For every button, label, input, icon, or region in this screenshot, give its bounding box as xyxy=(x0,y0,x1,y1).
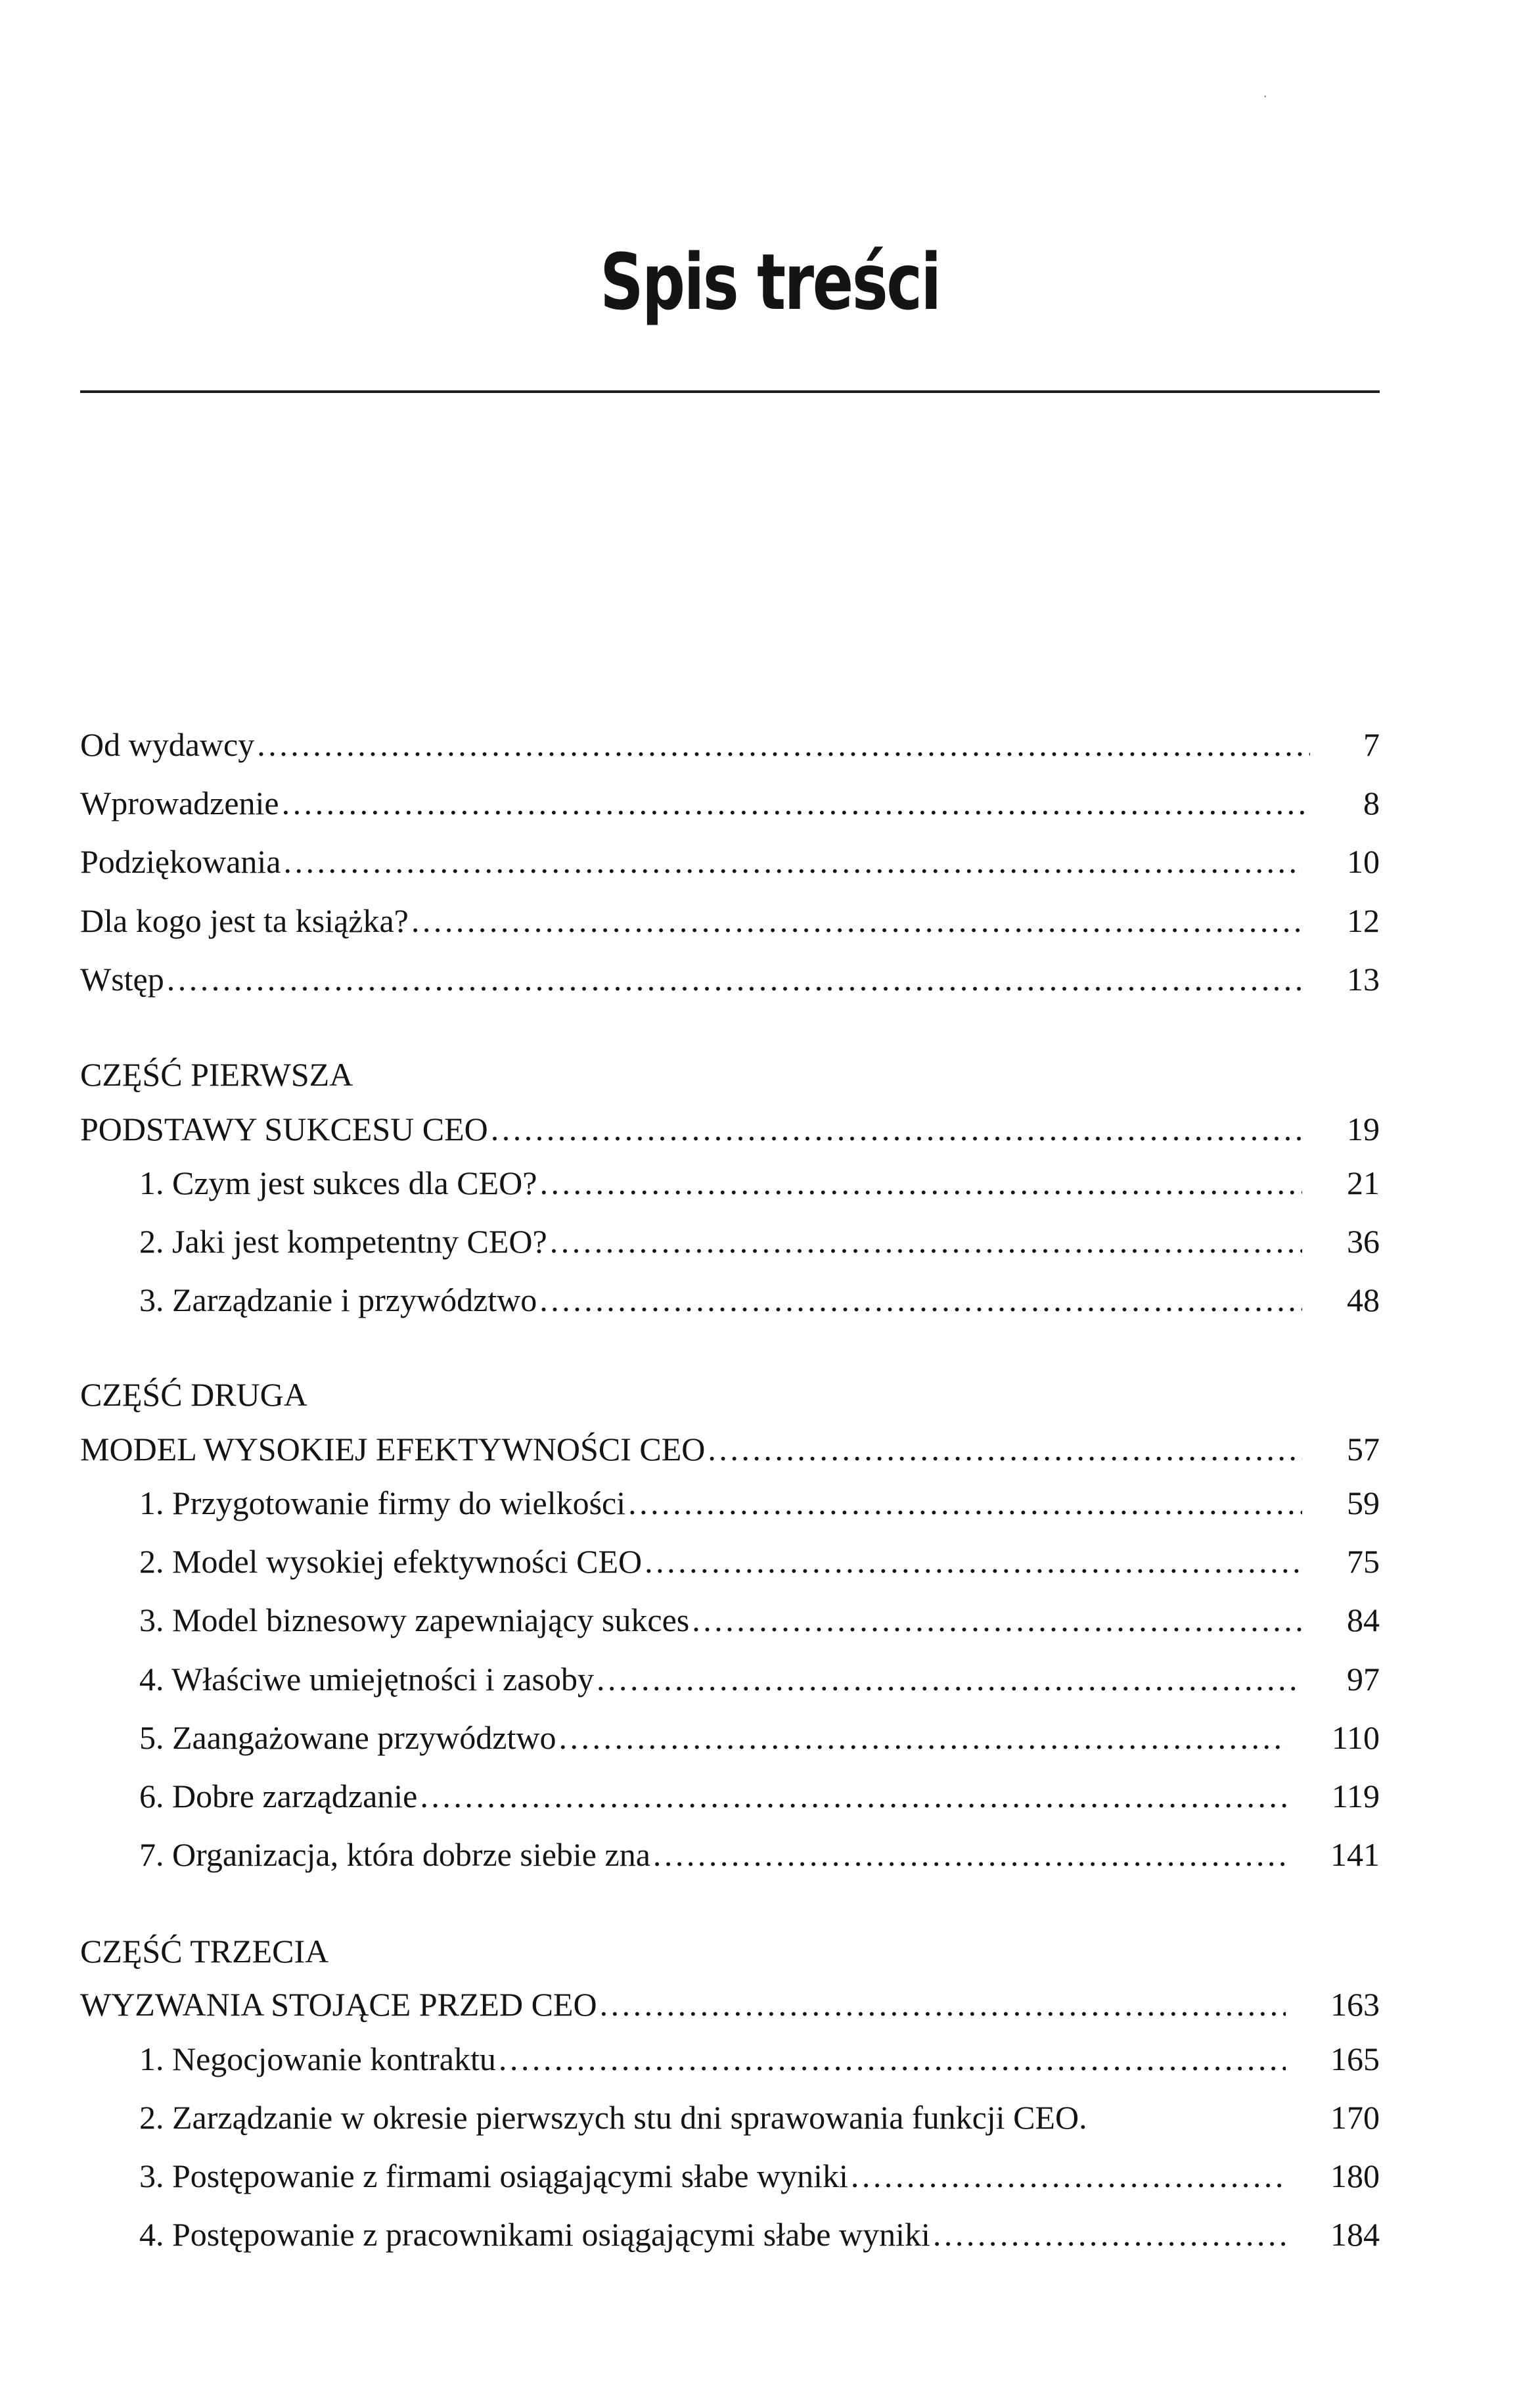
chapter-entry[interactable] xyxy=(139,1480,1380,1526)
dot-leader xyxy=(164,956,1302,1002)
toc-entry-od-wydawcy[interactable] xyxy=(80,722,1380,768)
toc-entry-page: 21 xyxy=(1347,1165,1380,1201)
toc-entry-title: Wprowadzenie xyxy=(80,785,279,821)
toc-entry-page: 13 xyxy=(1347,961,1380,998)
dot-leader xyxy=(848,2153,1286,2199)
toc-entry-title: 5. Zaangażowane przywództwo xyxy=(139,1719,556,1756)
part-heading[interactable] xyxy=(80,1426,1380,1472)
toc-entry-page: 75 xyxy=(1347,1543,1380,1580)
toc-entry-wstep[interactable] xyxy=(80,956,1380,1002)
toc-entry-page: 165 xyxy=(1330,2041,1380,2077)
chapter-entry[interactable] xyxy=(139,1218,1380,1264)
dot-leader xyxy=(417,1773,1287,1819)
chapter-entry[interactable] xyxy=(139,1538,1380,1584)
part-label: CZĘŚĆ DRUGA xyxy=(80,1376,307,1413)
chapter-entry[interactable] xyxy=(139,1715,1380,1761)
toc-entry-page: 7 xyxy=(1363,726,1380,763)
toc-entry-wprowadzenie[interactable] xyxy=(80,780,1380,826)
chapter-entry[interactable] xyxy=(139,1832,1380,1878)
chapter-entry[interactable] xyxy=(139,1773,1380,1819)
toc-entry-title: 4. Postępowanie z pracownikami osiągającymi słabe wyniki xyxy=(139,2216,930,2253)
dot-leader xyxy=(594,1656,1302,1702)
toc-entry-page: 57 xyxy=(1347,1431,1380,1467)
toc-entry-page: 84 xyxy=(1347,1602,1380,1638)
toc-entry-title: 3. Model biznesowy zapewniający sukces xyxy=(139,1602,690,1638)
toc-entry-page: 119 xyxy=(1331,1778,1380,1814)
part-heading[interactable] xyxy=(80,1106,1380,1152)
page-title: Spis treści xyxy=(600,237,940,327)
toc-entry-page: 19 xyxy=(1347,1111,1380,1147)
toc-entry-title: 7. Organizacja, która dobrze siebie zna xyxy=(139,1836,650,1873)
toc-entry-page: 12 xyxy=(1347,902,1380,939)
part-heading[interactable] xyxy=(80,1981,1380,2027)
dot-leader xyxy=(689,1597,1302,1643)
part-label: CZĘŚĆ PIERWSZA xyxy=(80,1056,353,1093)
dot-leader xyxy=(496,2036,1286,2082)
dot-leader xyxy=(537,1160,1302,1206)
chapter-entry[interactable] xyxy=(139,2094,1380,2140)
dot-leader xyxy=(409,898,1302,944)
chapter-entry[interactable] xyxy=(139,1656,1380,1702)
dot-leader xyxy=(705,1426,1302,1472)
toc-entry-title: Od wydawcy xyxy=(80,726,255,763)
toc-entry-title: 2. Model wysokiej efektywności CEO xyxy=(139,1543,643,1580)
chapter-entry[interactable] xyxy=(139,2211,1380,2257)
toc-entry-podziekowania[interactable] xyxy=(80,839,1380,885)
dot-leader xyxy=(625,1480,1302,1526)
dot-leader xyxy=(488,1106,1302,1152)
dot-leader xyxy=(556,1715,1286,1761)
toc-entry-title: 2. Zarządzanie w okresie pierwszych stu dni sprawowania funkcji CEO. xyxy=(139,2099,1087,2136)
toc-entry-title: PODSTAWY SUKCESU CEO xyxy=(80,1111,488,1147)
dot-leader xyxy=(642,1538,1302,1584)
toc-entry-page: 163 xyxy=(1330,1986,1380,2023)
toc-entry-title: 3. Zarządzanie i przywództwo xyxy=(139,1281,537,1318)
toc-entry-title: Wstęp xyxy=(80,961,164,998)
scan-speck: · xyxy=(1263,88,1268,104)
dot-leader xyxy=(537,1277,1302,1323)
chapter-entry[interactable] xyxy=(139,1597,1380,1643)
dot-leader xyxy=(597,1981,1286,2027)
dot-leader xyxy=(930,2211,1286,2257)
toc-entry-title: MODEL WYSOKIEJ EFEKTYWNOŚCI CEO xyxy=(80,1431,706,1467)
toc-entry-title: 1. Przygotowanie firmy do wielkości xyxy=(139,1485,626,1521)
toc-entry-title: WYZWANIA STOJĄCE PRZED CEO xyxy=(80,1986,597,2023)
toc-entry-page: 59 xyxy=(1347,1485,1380,1521)
toc-entry-page: 8 xyxy=(1363,785,1380,821)
toc-entry-page: 36 xyxy=(1347,1223,1380,1260)
chapter-entry[interactable] xyxy=(139,1277,1380,1323)
toc-entry-title: 3. Postępowanie z firmami osiągającymi słabe wyniki xyxy=(139,2158,848,2194)
toc-entry-page: 170 xyxy=(1330,2099,1380,2136)
toc-entry-title: 4. Właściwe umiejętności i zasoby xyxy=(139,1661,594,1697)
toc-entry-page: 180 xyxy=(1330,2158,1380,2194)
toc-entry-dla-kogo[interactable] xyxy=(80,898,1380,944)
toc-entry-page: 48 xyxy=(1347,1281,1380,1318)
part-label: CZĘŚĆ TRZECIA xyxy=(80,1933,329,1970)
toc-entry-title: 1. Negocjowanie kontraktu xyxy=(139,2041,496,2077)
toc-entry-page: 141 xyxy=(1330,1836,1380,1873)
chapter-entry[interactable] xyxy=(139,1160,1380,1206)
toc-entry-page: 110 xyxy=(1331,1719,1380,1756)
dot-leader xyxy=(279,780,1311,826)
toc-entry-page: 184 xyxy=(1330,2216,1380,2253)
toc-entry-title: 2. Jaki jest kompetentny CEO? xyxy=(139,1223,547,1260)
chapter-entry[interactable] xyxy=(139,2153,1380,2199)
dot-leader xyxy=(650,1832,1286,1878)
toc-entry-title: 1. Czym jest sukces dla CEO? xyxy=(139,1165,537,1201)
dot-leader xyxy=(254,722,1310,768)
toc-entry-title: 6. Dobre zarządzanie xyxy=(139,1778,418,1814)
toc-entry-page: 97 xyxy=(1347,1661,1380,1697)
dot-leader xyxy=(281,839,1302,885)
chapter-entry[interactable] xyxy=(139,2036,1380,2082)
toc-entry-title: Podziękowania xyxy=(80,843,281,880)
toc-entry-page: 10 xyxy=(1347,843,1380,880)
dot-leader xyxy=(547,1218,1302,1264)
toc-entry-title: Dla kogo jest ta książka? xyxy=(80,902,409,939)
